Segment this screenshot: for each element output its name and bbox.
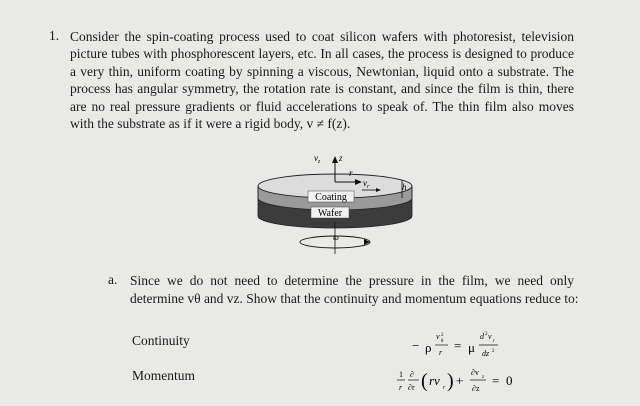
- coating-label: Coating: [315, 192, 347, 203]
- momentum-label: Momentum: [132, 368, 195, 383]
- svg-text:θ: θ: [441, 339, 444, 344]
- question-line: are no real pressure gradients or fluid accelerations to speak of. The thin film also moves: [70, 98, 574, 114]
- svg-text:): ): [447, 370, 454, 392]
- svg-text:d: d: [480, 332, 484, 341]
- svg-text:r: r: [493, 339, 495, 344]
- question-number: 1.: [49, 28, 60, 43]
- part-a-text: [130, 272, 579, 308]
- svg-text:v: v: [488, 332, 492, 341]
- question-line: process has angular symmetry, the rotation rate is constant, and since the film is thin, there: [70, 81, 574, 97]
- svg-text:=: =: [454, 338, 462, 353]
- svg-text:ρ: ρ: [425, 340, 432, 355]
- svg-text:−: −: [412, 338, 420, 353]
- svg-text:∂: ∂: [410, 370, 414, 379]
- svg-text:∂z: ∂z: [472, 384, 480, 393]
- momentum-equation: [395, 360, 530, 402]
- svg-text:2: 2: [485, 332, 488, 337]
- question-line: Consider the spin-coating process used to coat silicon wafers with photoresist, television: [70, 29, 574, 44]
- question-line: a very thin, uniform coating by spinning a viscous, Newtonian, liquid onto a substrate. The: [70, 63, 574, 79]
- svg-text:1: 1: [399, 370, 403, 379]
- spin-coating-figure: [250, 150, 420, 260]
- svg-text:∂r: ∂r: [408, 383, 415, 392]
- h-label: h: [402, 182, 407, 192]
- svg-text:z: z: [482, 375, 485, 380]
- svg-text:μ: μ: [468, 340, 475, 355]
- svg-text:rv: rv: [429, 373, 440, 388]
- svg-text:0: 0: [506, 373, 513, 388]
- continuity-label: Continuity: [132, 333, 190, 348]
- svg-text:+: +: [456, 373, 464, 388]
- svg-text:=: =: [492, 373, 500, 388]
- omega-label: ω: [333, 233, 339, 242]
- svg-text:dz: dz: [482, 349, 490, 358]
- svg-text:v: v: [436, 332, 440, 341]
- svg-text:r: r: [443, 385, 446, 391]
- svg-text:r: r: [399, 383, 403, 392]
- svg-text:∂v: ∂v: [471, 368, 479, 377]
- question-line: picture tubes with phosphorescent layers, etc. In all cases, the process is designed to produce: [70, 46, 574, 62]
- svg-text:2: 2: [441, 333, 444, 338]
- wafer-label: Wafer: [317, 208, 343, 219]
- part-a-line: determine vθ and vz. Show that the continuity and momentum equations reduce to:: [130, 291, 579, 306]
- svg-text:(: (: [421, 370, 428, 392]
- vz-label: $v_z$: [314, 153, 321, 165]
- z-label: z: [339, 153, 343, 163]
- part-a-line: Since we do not need to determine the pressure in the film, we need only: [130, 273, 574, 288]
- wafer-diagram: [250, 150, 420, 260]
- vr-label: $v_r$: [363, 178, 370, 190]
- question-text: [70, 28, 574, 132]
- part-a-letter: a.: [108, 272, 118, 287]
- r-label: r: [349, 168, 353, 178]
- svg-text:2: 2: [492, 349, 495, 354]
- question-line: with the substrate as if it were a rigid body, v ≠ f(z).: [70, 116, 351, 132]
- svg-text:r: r: [439, 348, 443, 357]
